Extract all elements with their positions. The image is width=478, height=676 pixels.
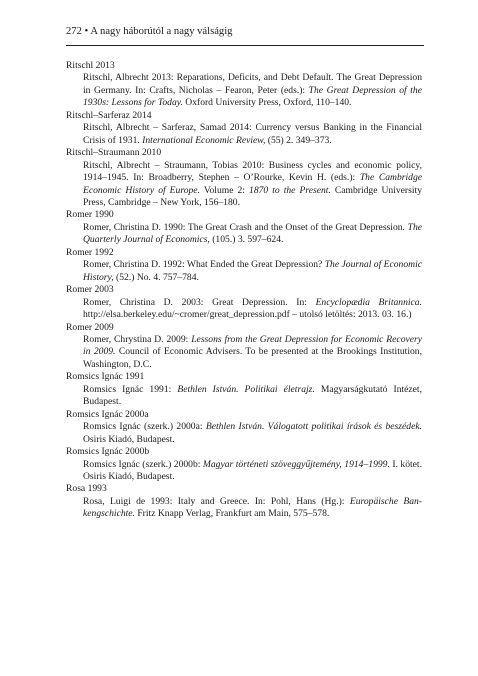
- reference-text: Rosa, Luigi de 1993: Italy and Greece. In: Pohl, Hans (Hg.):: [83, 495, 350, 507]
- reference-title-italic: The Journal of Economic History,: [83, 259, 422, 283]
- entry-reference: [83, 72, 422, 109]
- entry-key: Ritschl 2013: [66, 60, 115, 71]
- entry-key: Romsics Ignác 2000b: [66, 446, 150, 458]
- reference-text: (52.) No. 4. 757–784.: [113, 271, 199, 283]
- reference-title-italic: The Great Depression of the 1930s: Lessons for Today.: [83, 84, 422, 109]
- entry-reference: [83, 259, 422, 284]
- entry-reference: [83, 384, 422, 409]
- reference-text: Romer, Christina D. 1992: What Ended the Great Depression?: [83, 259, 325, 271]
- entry-reference: [83, 297, 422, 322]
- bibliography-entry: [66, 409, 422, 446]
- bibliography-entry: [66, 147, 422, 209]
- reference-title-italic: Bethlen István. Politikai életrajz.: [177, 383, 315, 395]
- bibliography-entry: [66, 209, 422, 246]
- reference-text: Ritschl, Albrecht 2013: Reparations, Deficits, and Debt Default. The Great Depression in Germany. In: Crafts, Nicholas – Fearon, Peter (eds.):: [83, 72, 422, 96]
- bibliography-entry: [66, 60, 422, 110]
- entry-key: Ritschl–Straumann 2010: [66, 147, 162, 159]
- entry-key: Romer 1990: [66, 209, 114, 221]
- entry-key: Romer 1992: [66, 246, 114, 258]
- reference-text: Ritschl, Albrecht – Sarferaz, Samad 2014: Currency versus Banking in the Financial Crisis of 1931.: [83, 122, 422, 146]
- reference-text: Romsics Ignác (szerk.) 2000a:: [83, 421, 206, 433]
- reference-text: Cambridge University Press, Cambridge – New York, 156–180.: [83, 184, 422, 208]
- entry-reference: [83, 421, 422, 446]
- bibliography-entry: [66, 371, 422, 408]
- reference-text: Oxford University Press, Oxford, 110–140.: [182, 97, 352, 109]
- reference-text: Romer, Christina D. 2003: Great Depression. In:: [83, 296, 316, 308]
- bibliography-entry: [66, 247, 422, 284]
- entry-reference: [83, 122, 422, 147]
- reference-title-italic: The Cambridge Economic History of Europe.: [83, 172, 422, 196]
- reference-text: Romsics Ignác 1991:: [83, 383, 178, 395]
- reference-title-italic: Lessons from the Great Depression for Economic Recovery in 2009.: [83, 333, 422, 358]
- reference-title-italic: 1870 to the Present.: [249, 184, 331, 196]
- reference-text: Volume 2:: [199, 184, 250, 196]
- reference-text: Romer, Christina D. 1990: The Great Crash and the Onset of the Great Depression.: [83, 221, 408, 233]
- running-title: A nagy háborútól a nagy válságig: [90, 26, 233, 37]
- header-rule: [66, 45, 424, 46]
- header-separator: •: [84, 26, 89, 37]
- reference-text: Fritz Knapp Verlag, Frankfurt am Main, 575–578.: [134, 508, 330, 520]
- reference-text: Romer, Chrystina D. 2009:: [83, 333, 192, 345]
- reference-title-italic: International Economic Review,: [142, 134, 266, 146]
- entry-reference: [83, 222, 422, 247]
- entry-reference: [83, 496, 422, 521]
- reference-title-italic: Magyar történeti szöveggyűjtemény, 1914–1999.: [202, 458, 390, 470]
- bibliography-list: [66, 60, 422, 521]
- page-number: 272: [66, 26, 82, 37]
- reference-text: Romsics Ignác (szerk.) 2000b:: [83, 458, 203, 470]
- reference-text: http://elsa.berkeley.edu/~cromer/great_depression.pdf – utolsó letöltés: 2013. 03. 16.): [83, 309, 412, 321]
- reference-text: Osiris Kiadó, Budapest.: [83, 433, 175, 445]
- entry-key: Ritschl–Sarferaz 2014: [66, 109, 152, 121]
- entry-key: Romer 2009: [66, 321, 114, 333]
- reference-text: I. kötet. Osiris Kiadó, Budapest.: [83, 458, 422, 482]
- bibliography-entry: [66, 322, 422, 372]
- reference-title-italic: Europäische Bankengschichte.: [83, 495, 422, 520]
- entry-reference: [83, 459, 422, 484]
- entry-key: Romer 2003: [66, 284, 114, 296]
- bibliography-entry: [66, 110, 422, 147]
- reference-title-italic: Bethlen István. Válogatott politikai írások és beszédek.: [205, 421, 422, 433]
- reference-text: Magyarságkutató Intézet, Budapest.: [83, 383, 422, 408]
- entry-reference: [83, 160, 422, 210]
- entry-key: Romsics Ignác 1991: [66, 371, 145, 383]
- reference-text: (105.) 3. 597–624.: [209, 234, 284, 246]
- reference-text: Ritschl, Albrecht – Straumann, Tobias 2010: Business cycles and economic policy, 1914–1945. In: Broadberry, Stephen – O’Rourke, Kevin H. (eds.):: [83, 159, 422, 184]
- entry-key: Rosa 1993: [66, 483, 107, 495]
- entry-key: Romsics Ignác 2000a: [66, 408, 149, 420]
- reference-title-italic: Encyclopædia Britannica.: [315, 296, 422, 308]
- reference-title-italic: The Quarterly Journal of Economics,: [83, 221, 422, 246]
- entry-reference: [83, 334, 422, 371]
- bibliography-entry: [66, 446, 422, 483]
- bibliography-entry: [66, 483, 422, 520]
- reference-text: Council of Economic Advisers. To be presented at the Brookings Institution, Washington, D.C.: [83, 346, 422, 370]
- running-header: [66, 25, 422, 38]
- reference-text: (55) 2. 349–373.: [265, 134, 332, 146]
- bibliography-entry: [66, 284, 422, 321]
